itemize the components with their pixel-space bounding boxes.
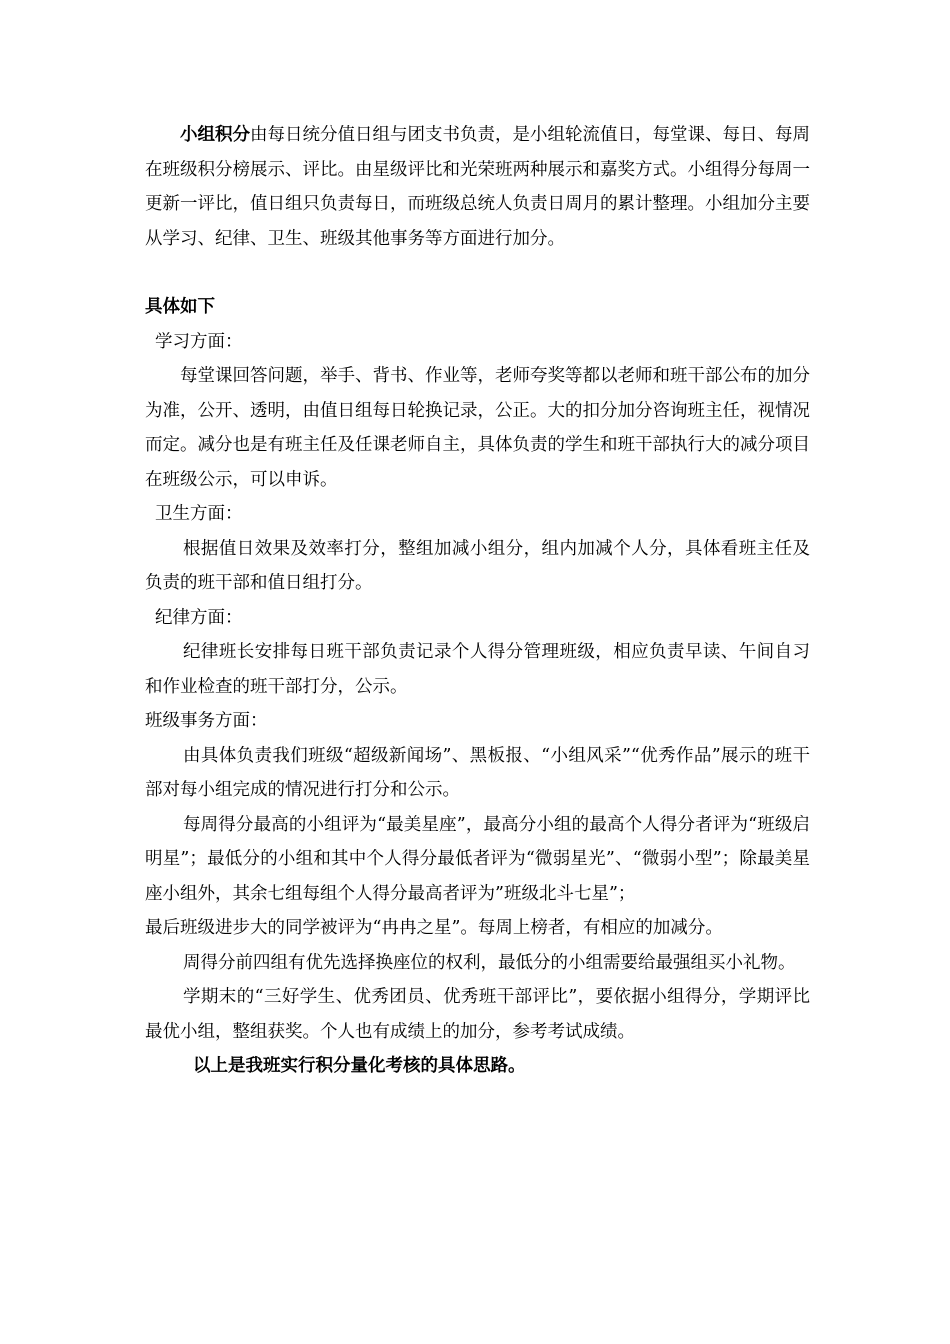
discipline-section-title: 纪律方面： [155,607,243,628]
blank-line [145,256,810,290]
study-section-title: 学习方面： [155,331,243,352]
semester-awards-paragraph: 学期末的“三好学生、优秀团员、优秀班干部评比”，要依据小组得分，学期评比最优小组，整组获奖。个人也有成绩上的加分，参考考试成绩。 [145,987,810,1042]
intro-paragraph [145,118,810,256]
progress-award-paragraph: 最后班级进步大的同学被评为“冉冉之星”。每周上榜者，有相应的加减分。 [145,918,723,938]
closing-statement: 以上是我班实行积分量化考核的具体思路。 [193,1056,526,1076]
intro-text: 由每日统分值日组与团支书负责，是小组轮流值日，每堂课、每日、每周在班级积分榜展示、评比。由星级评比和光荣班两种展示和嘉奖方式。小组得分每周一更新一评比，值日组只负责每日，而班级总统人负责日周月的累计整理。小组加分主要从学习、纪律、卫生、班级其他事务等方面进行加分。 [145,125,810,249]
affairs-section-text: 由具体负责我们班级“超级新闻场”、黑板报、“小组风采”“优秀作品”展示的班干部对每小组完成的情况进行打分和公示。 [145,745,810,800]
hygiene-section-title: 卫生方面： [155,504,243,524]
discipline-section-text: 纪律班长安排每日班干部负责记录个人得分管理班级，相应负责早读、午间自习和作业检查的班干部打分，公示。 [145,642,810,697]
document-body [145,118,810,1084]
details-heading: 具体如下 [145,297,215,317]
weekly-awards-paragraph: 每周得分最高的小组评为“最美星座”，最高分小组的最高个人得分者评为“班级启明星”；最低分的小组和其中个人得分最低者评为“微弱星光”、“微弱小型”；除最美星座小组外，其余七组每组个人得分最高者评为”班级北斗七星”； [145,814,810,904]
hygiene-section-text: 根据值日效果及效率打分，整组加减小组分，组内加减个人分，具体看班主任及负责的班干部和值日组打分。 [145,538,810,593]
seating-privilege-paragraph: 周得分前四组有优先选择换座位的权利，最低分的小组需要给最强组买小礼物。 [183,952,796,973]
intro-lead-term: 小组积分 [180,125,250,145]
study-section-text: 每堂课回答问题，举手、背书、作业等，老师夸奖等都以老师和班干部公布的加分为准，公开、透明，由值日组每日轮换记录，公正。大的扣分加分咨询班主任，视情况而定。减分也是有班主任及任课老师自主，具体负责的学生和班干部执行大的减分项目在班级公示，可以申诉。 [145,366,810,490]
affairs-section-title: 班级事务方面： [145,711,268,731]
